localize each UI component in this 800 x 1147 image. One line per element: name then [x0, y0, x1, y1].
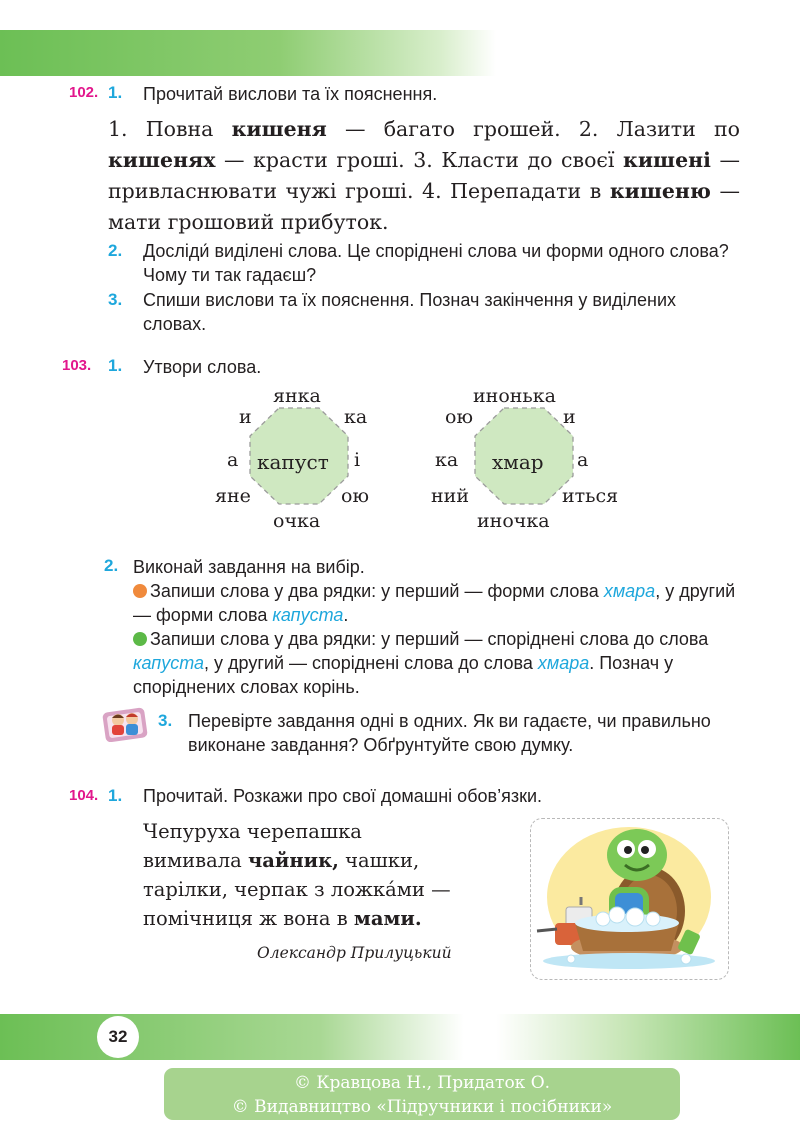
task-text: Виконай завдання на вибір.	[133, 557, 365, 577]
suffix-bottom: иночка	[477, 510, 550, 532]
suffix-top-right: и	[563, 406, 576, 428]
exercise-number: 102.	[69, 84, 99, 101]
poem-text: Чепуруха черепашка вимивала чайник, чашки, тарілки, черпак з ложка́ми — помічниця ж вона в мами.	[143, 820, 451, 930]
task-text: Перевірте завдання одні в одних. Як ви гадаєте, чи правильно виконане завдання? Обґрунтуйте свою думку.	[188, 711, 711, 755]
suffix-right: і	[354, 449, 361, 471]
orange-dot-icon	[133, 584, 147, 598]
header-band	[0, 30, 800, 76]
suffix-top: инонька	[473, 385, 556, 407]
choice-option-green	[133, 627, 748, 699]
choice-option-orange	[133, 579, 748, 627]
step-number: 2.	[108, 241, 123, 260]
copyright-publisher: © Видавництво «Підручники і посібники»	[231, 1097, 613, 1117]
suffix-left: а	[227, 449, 239, 471]
choice-text: Запиши слова у два рядки: у перший — споріднені слова до слова капуста, у другий — споріднені слова до слова хмара. Познач у споріднених словах корінь.	[133, 629, 709, 697]
suffix-top-left: и	[239, 406, 252, 428]
word-formation-diagram-khmar	[427, 386, 637, 536]
suffix-top-left: ою	[445, 406, 473, 428]
suffix-bottom-left: яне	[215, 485, 251, 507]
suffix-right: а	[577, 449, 589, 471]
suffix-bottom-right: иться	[562, 485, 619, 507]
copyright-box	[164, 1068, 680, 1120]
step-number: 2.	[104, 556, 119, 575]
word-formation-diagram-kapust	[215, 386, 385, 536]
task-text: Спиши вислови та їх пояснення. Познач закінчення у виділених словах.	[143, 290, 677, 334]
task-text: Прочитай. Розкажи про свої домашні обов’язки.	[143, 786, 543, 806]
turtle-washing-dishes-illustration	[530, 818, 729, 980]
page-number: 32	[97, 1016, 139, 1058]
suffix-top: янка	[273, 385, 321, 407]
expressions-text: 1. Повна кишеня — багато грошей. 2. Лазити по кишенях — красти гроші. 3. Класти до своєї кишені — привласнювати чужі гроші. 4. Перепадати в кишеню — мати грошовий прибуток.	[108, 117, 740, 234]
root-word: капуст	[257, 450, 329, 474]
step-number: 3.	[158, 711, 173, 730]
step-number: 1.	[108, 786, 123, 805]
exercise-number: 103.	[62, 357, 92, 374]
pair-work-icon	[102, 702, 148, 742]
exercise-number: 104.	[69, 787, 99, 804]
task-text: Прочитай вислови та їх пояснення.	[143, 84, 438, 104]
suffix-top-right: ка	[344, 406, 368, 428]
task-text: Утвори слова.	[143, 357, 262, 377]
copyright-authors: © Кравцова Н., Придаток О.	[293, 1073, 551, 1093]
suffix-bottom-left: ний	[431, 485, 469, 507]
suffix-left: ка	[435, 449, 459, 471]
choice-text: Запиши слова у два рядки: у перший — форми слова хмара, у другий — форми слова капуста.	[133, 581, 736, 625]
poem-author: Олександр Прилуцький	[257, 944, 452, 962]
green-dot-icon	[133, 632, 147, 646]
step-number: 1.	[108, 83, 123, 102]
root-word: хмар	[492, 450, 544, 474]
step-number: 3.	[108, 290, 123, 309]
task-text: Досліди́ виділені слова. Це споріднені слова чи форми одного слова? Чому ти так гадаєш?	[143, 241, 729, 285]
suffix-bottom: очка	[273, 510, 321, 532]
step-number: 1.	[108, 356, 123, 375]
suffix-bottom-right: ою	[341, 485, 369, 507]
